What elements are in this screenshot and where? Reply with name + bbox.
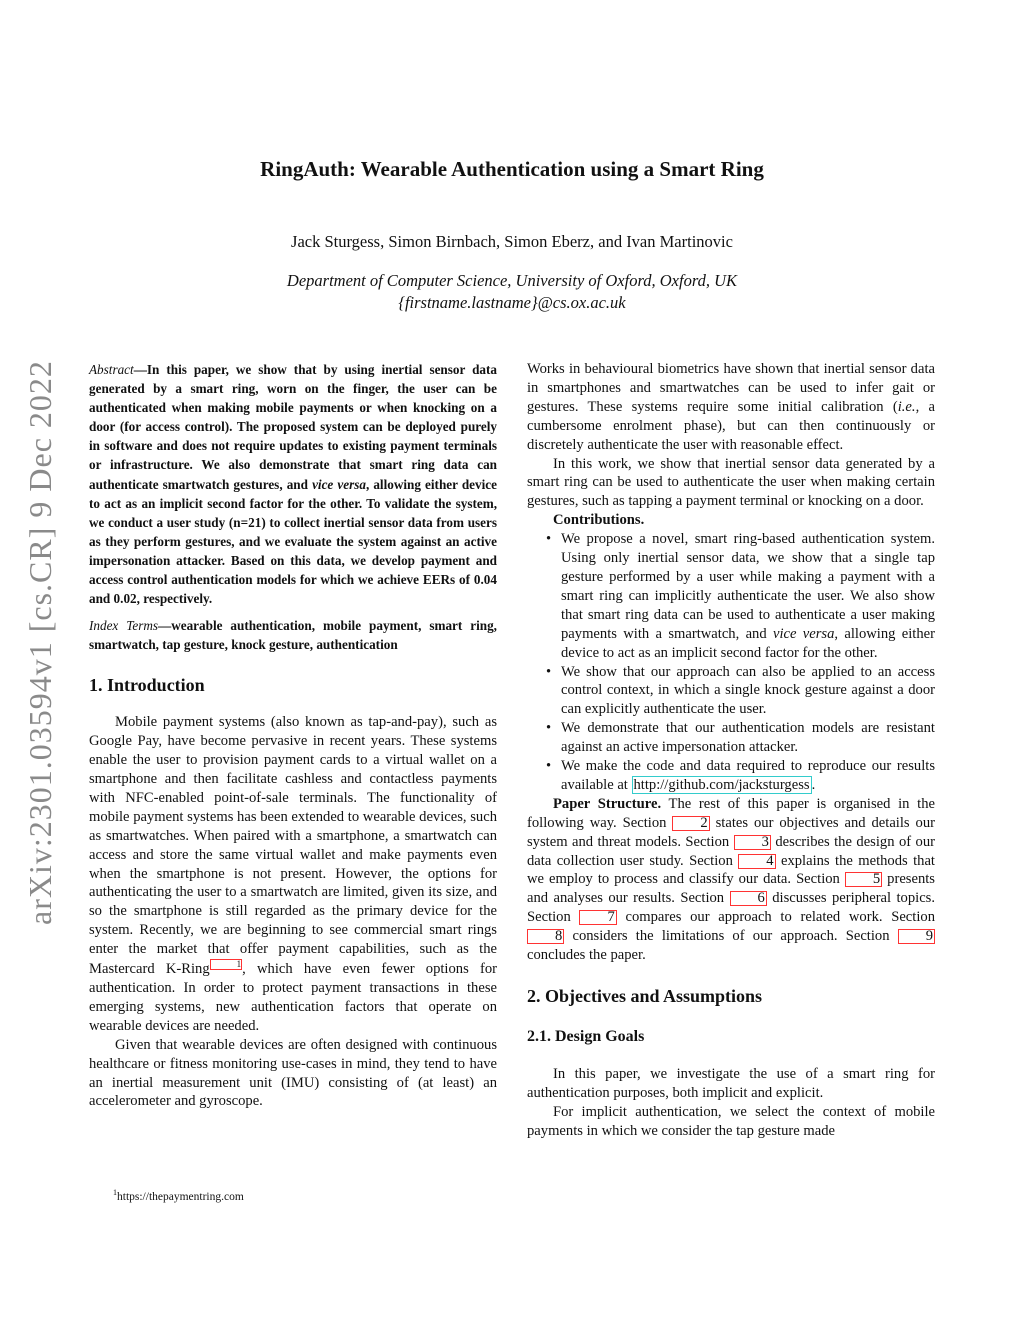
list-item: • We demonstrate that our authentication models are resistant against an active impersonation attacker.: [561, 719, 935, 757]
right-paragraph-2: In this work, we show that inertial sensor data generated by a smart ring can be used to authenticate the user when making certain gestures, such as tapping a payment terminal or knocking on a door.: [527, 455, 935, 510]
section-heading-introduction: 1. Introduction: [89, 675, 205, 696]
section-2-link[interactable]: 2: [672, 816, 709, 831]
paper-title: RingAuth: Wearable Authentication using a Smart Ring: [260, 157, 764, 181]
section-9-link[interactable]: 9: [898, 929, 935, 944]
paper-structure-heading: Paper Structure.: [553, 795, 662, 812]
ps-text: compares our approach to related work. Section: [616, 909, 935, 926]
right-text-2: , a cumbersome enrolment phase), but can then continuously or discretely authenticate the user with reasonable effect.: [527, 398, 935, 453]
right-paragraph-1: [527, 360, 935, 455]
arxiv-identifier: arXiv:2301.03594v1 [cs.CR] 9 Dec 2022: [22, 360, 58, 925]
section-heading-objectives: 2. Objectives and Assumptions: [527, 986, 763, 1006]
abstract-label: Abstract: [89, 362, 134, 377]
contributions-heading: Contributions.: [553, 512, 645, 529]
contributions-list: [527, 530, 935, 795]
list-item: [561, 757, 935, 795]
ps-text: states our objectives and details our system and threat models. Section: [527, 814, 935, 850]
section-7-link[interactable]: 7: [579, 910, 616, 925]
bullet-text: We make the code and data required to reproduce our results available at: [561, 758, 935, 793]
github-link[interactable]: http://github.com/jacksturgess: [633, 776, 810, 793]
ps-text: concludes the paper.: [527, 947, 646, 964]
index-terms-label: Index Terms: [89, 618, 158, 634]
bullet-text-end: .: [811, 776, 816, 793]
intro-paragraph-2: Given that wearable devices are often designed with continuous healthcare or fitness monitoring use-cases in mind, they tend to have an inertial measurement unit (IMU) consisting of (at least) an accelerometer and gyroscope.: [89, 1036, 497, 1110]
design-goals-paragraph-1: In this paper, we investigate the use of a smart ring for authentication purposes, both implicit and explicit.: [527, 1065, 935, 1101]
bullet-emphasis: vice versa: [772, 625, 835, 642]
ps-text: explains the methods that we employ to process and classify our data. Section: [527, 852, 935, 888]
footnote-mark: 1: [113, 1188, 117, 1197]
paper-structure-paragraph: [527, 795, 935, 965]
intro-text-2: , which have even fewer options for authentication. In order to protect payment transactions in these emerging systems, new authentication factors that operate on wearable devices are needed.: [89, 961, 497, 1034]
left-column: [89, 360, 497, 1111]
section-3-link[interactable]: 3: [734, 835, 771, 850]
abstract: [89, 360, 497, 608]
abstract-emphasis: vice versa: [312, 476, 366, 492]
design-goals-paragraph-2: For implicit authentication, we select the context of mobile payments in which we consider the tap gesture made: [527, 1103, 935, 1139]
ps-text: The rest of this paper is organised in the following way. Section: [527, 795, 935, 831]
right-text: Works in behavioural biometrics have shown that inertial sensor data in smartphones and smartwatches can be used to infer gait or gestures. These systems require some initial calibration (: [527, 361, 935, 415]
ps-text: discusses peripheral topics. Section: [527, 890, 935, 926]
ps-text: considers the limitations of our approach. Section: [564, 928, 898, 945]
index-terms: [89, 616, 497, 654]
list-item: [561, 530, 935, 662]
section-8-link[interactable]: 8: [527, 929, 564, 944]
footnote-link[interactable]: 1: [210, 959, 243, 970]
footnote: [113, 1188, 244, 1203]
right-emphasis: i.e.: [897, 398, 916, 415]
bullet-text-2: , allowing either device to act as an implicit second factor for the other.: [561, 625, 935, 661]
bullet-text: We propose a novel, smart ring-based authentication system. Using only inertial sensor data, we show that a single tap gesture performed by a user while making a payment with a smart ring can implicitly authenticate the user. We also show that smart ring data can be used to authenticate a user making payments with a smartwatch, and: [561, 531, 935, 642]
ps-text: describes the design of our data collection user study. Section: [527, 833, 935, 869]
affiliation: Department of Computer Science, University of Oxford, Oxford, UK: [286, 271, 738, 290]
affiliation-block: [0, 270, 1024, 314]
right-column: [527, 360, 935, 1140]
ps-text: presents and analyses our results. Section: [527, 871, 935, 907]
index-terms-text: —wearable authentication, mobile payment, smart ring, smartwatch, tap gesture, knock gesture, authentication: [89, 618, 497, 653]
footnote-url[interactable]: https://thepaymentring.com: [117, 1190, 244, 1203]
email-pattern: {firstname.lastname}@cs.ox.ac.uk: [398, 293, 626, 312]
author-list: Jack Sturgess, Simon Birnbach, Simon Eberz, and Ivan Martinovic: [291, 232, 733, 251]
intro-text: Mobile payment systems (also known as tap-and-pay), such as Google Pay, have become pervasive in recent years. These systems enable the user to provision payment cards to a virtual wallet on a smartphone and then facilitate cashless and contactless payments with NFC-enabled point-of-sale terminals. The functionality of mobile payment systems has been extended to wearable devices, such as smartwatches. When paired with a smartphone, a smartwatch can access and store the same virtual wallet and make payments even when the smartphone is not present. However, the options for authenticating the user to a smartwatch are limited, given its size, and so the smartphone is still regarded as the primary device for the system. Recently, we are beginning to see commercial smart rings enter the market that offer payment capabilities, such as the Mastercard K-Ring: [89, 714, 497, 978]
subsection-heading-design-goals: 2.1. Design Goals: [527, 1027, 645, 1045]
abstract-text: —In this paper, we show that by using inertial sensor data generated by a smart ring, worn on the finger, the user can be authenticated when making mobile payments or when knocking on a door (for access control). The proposed system can be deployed purely in software and does not require updates to existing payment terminals or infrastructure. We also demonstrate that smart ring data can authenticate smartwatch gestures, and: [89, 362, 497, 492]
section-6-link[interactable]: 6: [730, 891, 767, 906]
intro-paragraph-1: [89, 713, 497, 1035]
section-5-link[interactable]: 5: [845, 872, 882, 887]
section-4-link[interactable]: 4: [738, 854, 775, 869]
abstract-text-2: , allowing either device to act as an implicit second factor for the other. To validate the system, we conduct a user study (n=21) to collect inertial sensor data from users as they perform gestures, and we evaluate the system against an active impersonation attacker. Based on this data, we develop payment and access control authentication models for which we achieve EERs of 0.04 and 0.02, respectively.: [89, 476, 497, 607]
list-item: • We show that our approach can also be applied to an access control context, in which a single knock gesture against a door can explicitly authenticate the user.: [561, 663, 935, 720]
